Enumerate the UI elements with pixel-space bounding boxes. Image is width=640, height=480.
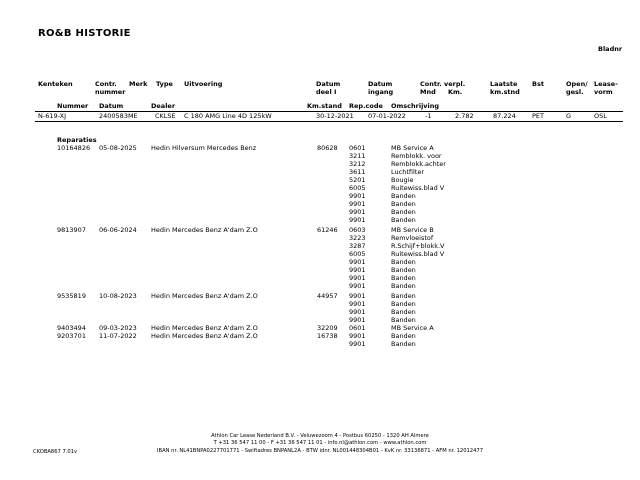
repair-desc: Banden xyxy=(391,300,416,308)
repair-desc: Luchtfilter xyxy=(391,168,424,176)
repair-code: 3223 xyxy=(349,234,366,242)
repair-desc: Banden xyxy=(391,216,416,224)
page-title: RO&B HISTORIE xyxy=(38,28,131,39)
repair-desc: Banden xyxy=(391,208,416,216)
repair-datum: 05-08-2025 xyxy=(99,144,137,152)
repair-desc: Banden xyxy=(391,316,416,324)
repair-code: 9901 xyxy=(349,292,366,300)
col-merk: Merk xyxy=(129,80,148,88)
repair-desc: Remvloeistof xyxy=(391,234,434,242)
repair-km: 61246 xyxy=(317,226,338,234)
col-lease: Lease- xyxy=(594,80,618,88)
repair-desc: Banden xyxy=(391,258,416,266)
repair-code: 3211 xyxy=(349,152,366,160)
col-km: Km. xyxy=(448,88,463,96)
repairs-label: Reparaties xyxy=(57,136,97,144)
col-laatste: Laatste xyxy=(490,80,518,88)
vehicle-open-gesl: G xyxy=(566,112,572,120)
repair-datum: 10-08-2023 xyxy=(99,292,137,300)
repair-desc: Banden xyxy=(391,332,416,340)
repair-code: 9901 xyxy=(349,300,366,308)
repair-desc: Remblokk.achter xyxy=(391,160,446,168)
vehicle-kenteken: N-619-XJ xyxy=(38,112,67,120)
repair-code: 9901 xyxy=(349,332,366,340)
footer-contact: T +31 36 547 11 00 - F +31 36 547 11 01 - info.nl@athlon.com - www.athlon.com xyxy=(213,440,427,446)
repair-nummer: 9203701 xyxy=(57,332,86,340)
repair-datum: 09-03-2023 xyxy=(99,324,137,332)
col-deel: deel I xyxy=(316,88,337,96)
repair-km: 80628 xyxy=(317,144,338,152)
repair-dealer: Hedin Mercedes Benz A'dam Z.O xyxy=(151,292,258,300)
repair-code: 9901 xyxy=(349,316,366,324)
repair-code: 6005 xyxy=(349,184,366,192)
page-number-label: Bladnr xyxy=(598,45,623,53)
repair-desc: Bougie xyxy=(391,176,414,184)
repair-km: 16738 xyxy=(317,332,338,340)
col-open: Open/ xyxy=(566,80,588,88)
vehicle-laatste-km: 87.224 xyxy=(493,112,516,120)
col-vorm: vorm xyxy=(594,88,613,96)
repair-dealer: Hedin Mercedes Benz A'dam Z.O xyxy=(151,226,258,234)
col-kenteken: Kenteken xyxy=(38,80,73,88)
col-contr-verpl: Contr. verpl. xyxy=(420,80,466,88)
repair-desc: MB Service A xyxy=(391,144,434,152)
repair-code: 9901 xyxy=(349,192,366,200)
repair-desc: Banden xyxy=(391,340,416,348)
repair-desc: Banden xyxy=(391,292,416,300)
repair-desc: R.Schijf+blokk.V xyxy=(391,242,445,250)
vehicle-km: 2.782 xyxy=(455,112,474,120)
vehicle-contract: 2400583ME xyxy=(99,112,138,120)
repair-code: 0601 xyxy=(349,144,366,152)
repair-code: 0603 xyxy=(349,226,366,234)
repair-desc: Remblokk. voor xyxy=(391,152,442,160)
repair-desc: Ruitewiss.blad V xyxy=(391,250,445,258)
col-mnd: Mnd xyxy=(420,88,436,96)
repair-desc: Ruitewiss.blad V xyxy=(391,184,445,192)
repair-code: 9901 xyxy=(349,258,366,266)
repair-nummer: 10164826 xyxy=(57,144,91,152)
subcol-repcode: Rep.code xyxy=(349,102,383,110)
repair-desc: Banden xyxy=(391,308,416,316)
col-datum-deel: Datum xyxy=(316,80,341,88)
repair-code: 5201 xyxy=(349,176,366,184)
col-kmstnd: km.stnd xyxy=(490,88,520,96)
repair-code: 0601 xyxy=(349,324,366,332)
repair-code: 9901 xyxy=(349,200,366,208)
repair-code: 3287 xyxy=(349,242,366,250)
vehicle-lease-vorm: OSL xyxy=(594,112,607,120)
repair-code: 6005 xyxy=(349,250,366,258)
repair-dealer: Hedin Hilversum Mercedes Benz xyxy=(151,144,257,152)
subcol-kmstand: Km.stand xyxy=(307,102,342,110)
vehicle-uitvoering: C 180 AMG Line 4D 125kW xyxy=(184,112,272,120)
repair-nummer: 9535819 xyxy=(57,292,86,300)
vehicle-datum-deel: 30-12-2021 xyxy=(316,112,354,120)
subcol-datum: Datum xyxy=(99,102,124,110)
col-gesl: gesl. xyxy=(566,88,584,96)
repair-desc: Banden xyxy=(391,282,416,290)
col-contr: Contr. xyxy=(95,80,117,88)
subcol-nummer: Nummer xyxy=(57,102,89,110)
col-nummer: nummer xyxy=(95,88,126,96)
repair-desc: Banden xyxy=(391,274,416,282)
vehicle-divider xyxy=(35,121,623,122)
repair-desc: MB Service B xyxy=(391,226,434,234)
vehicle-merk: CKLSE xyxy=(155,112,176,120)
col-type: Type xyxy=(156,80,173,88)
repair-code: 9901 xyxy=(349,274,366,282)
repair-desc: MB Service A xyxy=(391,324,434,332)
repair-km: 44957 xyxy=(317,292,338,300)
repair-nummer: 9403494 xyxy=(57,324,86,332)
col-ingang: ingang xyxy=(368,88,394,96)
repair-desc: Banden xyxy=(391,192,416,200)
subcol-omschrijving: Omschrijving xyxy=(391,102,440,110)
repair-code: 9901 xyxy=(349,266,366,274)
repair-code: 9901 xyxy=(349,308,366,316)
col-datum-ingang: Datum xyxy=(368,80,393,88)
footer-address: Athlon Car Lease Nederland B.V. - Veluwezoom 4 - Postbus 60250 - 1320 AH Almere xyxy=(211,433,429,439)
repair-dealer: Hedin Mercedes Benz A'dam Z.O xyxy=(151,332,258,340)
repair-km: 32209 xyxy=(317,324,338,332)
footer-registration: IBAN nr. NL41BNPA0227701771 - Swiftadres BNPANL2A - BTW idnr. NL001448304B01 - KvK nr. 33136871 - AFM nr. 12012477 xyxy=(156,448,483,454)
repair-dealer: Hedin Mercedes Benz A'dam Z.O xyxy=(151,324,258,332)
vehicle-datum-ingang: 07-01-2022 xyxy=(368,112,406,120)
repair-code: 3212 xyxy=(349,160,366,168)
footer-form-code: CKOBA867 7.01v xyxy=(33,449,78,455)
repair-desc: Banden xyxy=(391,266,416,274)
repair-datum: 06-06-2024 xyxy=(99,226,137,234)
repair-code: 9901 xyxy=(349,340,366,348)
subcol-dealer: Dealer xyxy=(151,102,176,110)
vehicle-mnd: -1 xyxy=(425,112,432,120)
repair-datum: 11-07-2022 xyxy=(99,332,137,340)
repair-code: 9901 xyxy=(349,282,366,290)
col-uitvoering: Uitvoering xyxy=(184,80,223,88)
repair-code: 9901 xyxy=(349,216,366,224)
repair-nummer: 9813907 xyxy=(57,226,86,234)
repair-code: 3611 xyxy=(349,168,366,176)
repair-desc: Banden xyxy=(391,200,416,208)
vehicle-bst: PET xyxy=(532,112,544,120)
repair-code: 9901 xyxy=(349,208,366,216)
col-bst: Bst xyxy=(532,80,544,88)
